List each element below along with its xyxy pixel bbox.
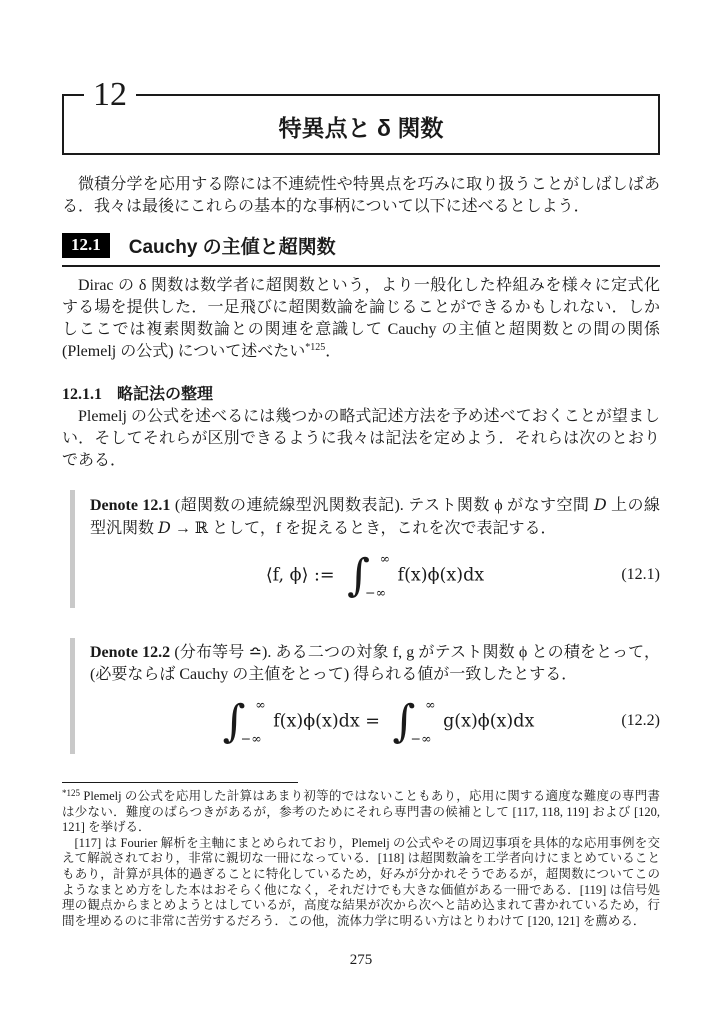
integral-glyph: ∫: [222, 695, 246, 747]
subsection-heading: [62, 381, 660, 404]
chapter-title: 特異点と δ 関数: [278, 115, 444, 141]
footnote-paragraph-1: [62, 789, 660, 836]
integral-upper-bound: ∞: [255, 696, 266, 712]
equation1-number: (12.1): [621, 566, 660, 583]
footnote-rule: [62, 782, 298, 783]
denote2-text: [90, 642, 660, 686]
chapter-header: [62, 76, 660, 155]
denote1-body-c: → ℝ として，f を捉えるとき，これを次で表記する．: [170, 520, 557, 537]
chapter-number: 12: [84, 76, 136, 114]
integral-sign: [347, 549, 392, 601]
denote-block-12-1: [70, 490, 660, 608]
integral-lower-bound: −∞: [365, 585, 387, 600]
integral-sign: [222, 695, 268, 747]
denote1-paren: (超関数の連続線型汎関数表記).: [170, 497, 404, 514]
section-paragraph: [62, 275, 660, 363]
denote1-body-b: 上の線型汎関数: [90, 497, 660, 537]
subsection-title: 略記法の整理: [117, 386, 214, 403]
equals-sign: =: [365, 711, 380, 732]
section-heading: [62, 232, 660, 267]
section-body-end: ．: [325, 343, 342, 360]
equation1-lhs: ⟨f, ϕ⟩ :=: [265, 565, 335, 586]
equation2-number: (12.2): [621, 712, 660, 729]
page-number: 275: [349, 952, 373, 968]
equation2-integrand-right: g(x)ϕ(x)dx: [443, 711, 535, 732]
section-number: 12.1: [62, 233, 110, 258]
footnote-text-1: Plemelj の公式を応用した計算はあまり初等的ではないこともあり，応用に関する適度な難度の専門書は少ない．難度のばらつきがあるが，参考のためにそれら専門書の候補として [117, 118, 119] および [120, 121] を挙げる．: [62, 789, 660, 835]
footnote-marker: *125: [62, 788, 80, 798]
footnotes-section: [62, 789, 660, 929]
integral-lower-bound: −∞: [410, 731, 432, 746]
footnote-paragraph-2: [117] は Fourier 解析を主軸にまとめられており，Plemelj の公式やその周辺事項を具体的な応用事例を交えて解説されており，非常に親切な一冊になっている．[118] は超関数論を工学者向けにまとめていることもあり，計算が具体的過ぎることに特化しているため，好みが分かれそうであるが，超関数についてこのようなまとめ方をした本はおそらく他になく，それだけでも大きな価値がある一冊である．[119] は信号処理の観点からまとめようとはしているが，高度な結果が次から次へと詰め込まれて書かれているため，行間を埋めるのに非常に苦労するだろう．この他，流体力学に明るい方はとりわけて [120, 121] を薦める．: [62, 835, 660, 928]
integral-upper-bound: ∞: [425, 696, 436, 712]
equation-12-1: [90, 546, 660, 604]
page-content: [0, 76, 722, 754]
denote1-label: Denote 12.1: [90, 497, 171, 514]
section-title: Cauchy の主値と超関数: [128, 237, 336, 258]
integral-glyph: ∫: [347, 549, 371, 601]
equation2-integrand-left: f(x)ϕ(x)dx: [273, 711, 360, 732]
denote2-paren-b: ).: [262, 644, 272, 661]
footnote-reference: *125: [305, 342, 326, 353]
integral-glyph: ∫: [392, 695, 416, 747]
subsection-paragraph: Plemelj の公式を述べるには幾つかの略式記述方法を予め述べておくことが望ましい．そしてそれらが区別できるように我々は記法を定めよう．それらは次のとおりである．: [62, 408, 660, 469]
intro-paragraph: 微積分学を応用する際には不連続性や特異点を巧みに取り扱うことがしばしばある．我々は最後にこれらの基本的な事柄について以下に述べるとしよう．: [62, 176, 660, 215]
denote2-label: Denote 12.2: [90, 644, 171, 661]
script-d-symbol: D: [593, 495, 607, 514]
integral-upper-bound: ∞: [379, 550, 391, 566]
denote-block-12-2: [70, 638, 660, 754]
difference-between-symbol: ≏: [248, 644, 263, 661]
equation-12-2: [90, 692, 660, 750]
denote2-body: ある二つの対象 f, g がテスト関数 ϕ との積をとって，(必要ならば Cauchy の主値をとって) 得られる値が一致したとする．: [90, 644, 660, 683]
integral-sign: [392, 695, 438, 747]
equation1-integrand: f(x)ϕ(x)dx: [397, 565, 485, 586]
subsection-number: 12.1.1: [62, 386, 102, 403]
script-d-symbol: D: [158, 518, 171, 537]
denote1-text: [90, 494, 660, 540]
section-body-text: Dirac の δ 関数は数学者に超関数という，より一般化した枠組みを様々に定式化する場を提供した．一足飛びに超関数論を論じることができるかもしれない．しかしここでは複素関数論との関連を意識して Cauchy の主値と超関数との間の関係 (Plemelj の公式) について述べたい: [62, 277, 660, 360]
integral-lower-bound: −∞: [240, 731, 262, 746]
denote1-body-a: テスト関数 ϕ がなす空間: [403, 497, 594, 514]
denote2-paren-a: (分布等号: [170, 644, 249, 661]
